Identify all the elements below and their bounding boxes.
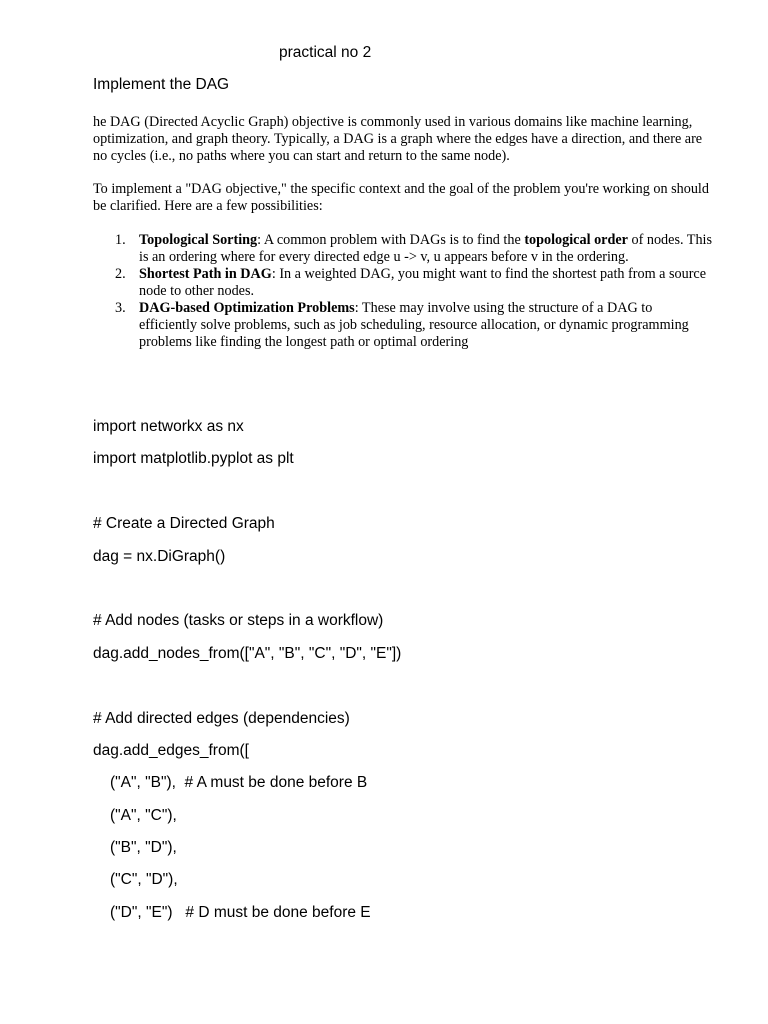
list-item-heading: Shortest Path in DAG — [139, 266, 272, 282]
possibilities-list — [93, 232, 713, 351]
blank-line — [93, 675, 733, 707]
code-line: dag.add_edges_from([ — [93, 741, 249, 759]
list-number: 3. — [115, 300, 126, 316]
list-number: 1. — [115, 232, 126, 248]
list-item-text: : These may involve using the structure of a DAG to efficiently solve problems, such as job scheduling, resource allocation, or dynamic programming problems like finding the longest path or optimal ordering — [139, 300, 689, 350]
code-line: import networkx as nx — [93, 418, 244, 435]
document-subtitle: Implement the DAG — [93, 76, 230, 93]
list-item — [93, 266, 713, 300]
blank-line — [93, 578, 733, 610]
list-item-heading: DAG-based Optimization Problems — [139, 300, 355, 316]
code-comment: # Add directed edges (dependencies) — [93, 709, 350, 727]
document-title: practical no 2 — [279, 44, 372, 61]
list-item-emphasis: topological order — [524, 232, 628, 248]
code-edge-line: ("A", "C"), — [110, 806, 177, 824]
list-item-text: : A common problem with DAGs is to find the — [257, 232, 525, 248]
blank-line — [93, 481, 733, 513]
code-edge-line: ("C", "D"), — [110, 871, 178, 889]
code-line: dag.add_nodes_from(["A", "B", "C", "D", "E"]) — [93, 644, 402, 662]
list-item — [93, 300, 713, 351]
code-edge-line: ("B", "D"), — [110, 839, 177, 857]
intro-paragraph: he DAG (Directed Acyclic Graph) objective is commonly used in various domains like machine learning, optimization, and graph theory. Typically, a DAG is a graph where the edges have a direction, and there are no cycles (i.e., no paths where you can start and return to the same node). — [93, 114, 703, 164]
code-comment: # Create a Directed Graph — [93, 515, 275, 533]
list-item-text: : In a weighted DAG, you might want to find the shortest path from a source node to other nodes. — [139, 266, 707, 299]
code-comment: # Add nodes (tasks or steps in a workflow) — [93, 612, 384, 630]
context-paragraph: To implement a "DAG objective," the specific context and the goal of the problem you're working on should be clarified. Here are a few possibilities: — [93, 181, 709, 214]
list-item — [93, 232, 713, 266]
code-line: import matplotlib.pyplot as plt — [93, 450, 294, 468]
code-line: dag = nx.DiGraph() — [93, 547, 226, 565]
code-edge-line: ("D", "E") # D must be done before E — [110, 903, 371, 921]
list-item-heading: Topological Sorting — [139, 232, 258, 248]
code-edge-line: ("A", "B"), # A must be done before B — [110, 774, 368, 792]
list-item-text: of nodes. This is an ordering where for every directed edge u -> v, u appears before v in the ordering. — [139, 232, 713, 265]
list-number: 2. — [115, 266, 126, 282]
code-block — [93, 416, 733, 934]
